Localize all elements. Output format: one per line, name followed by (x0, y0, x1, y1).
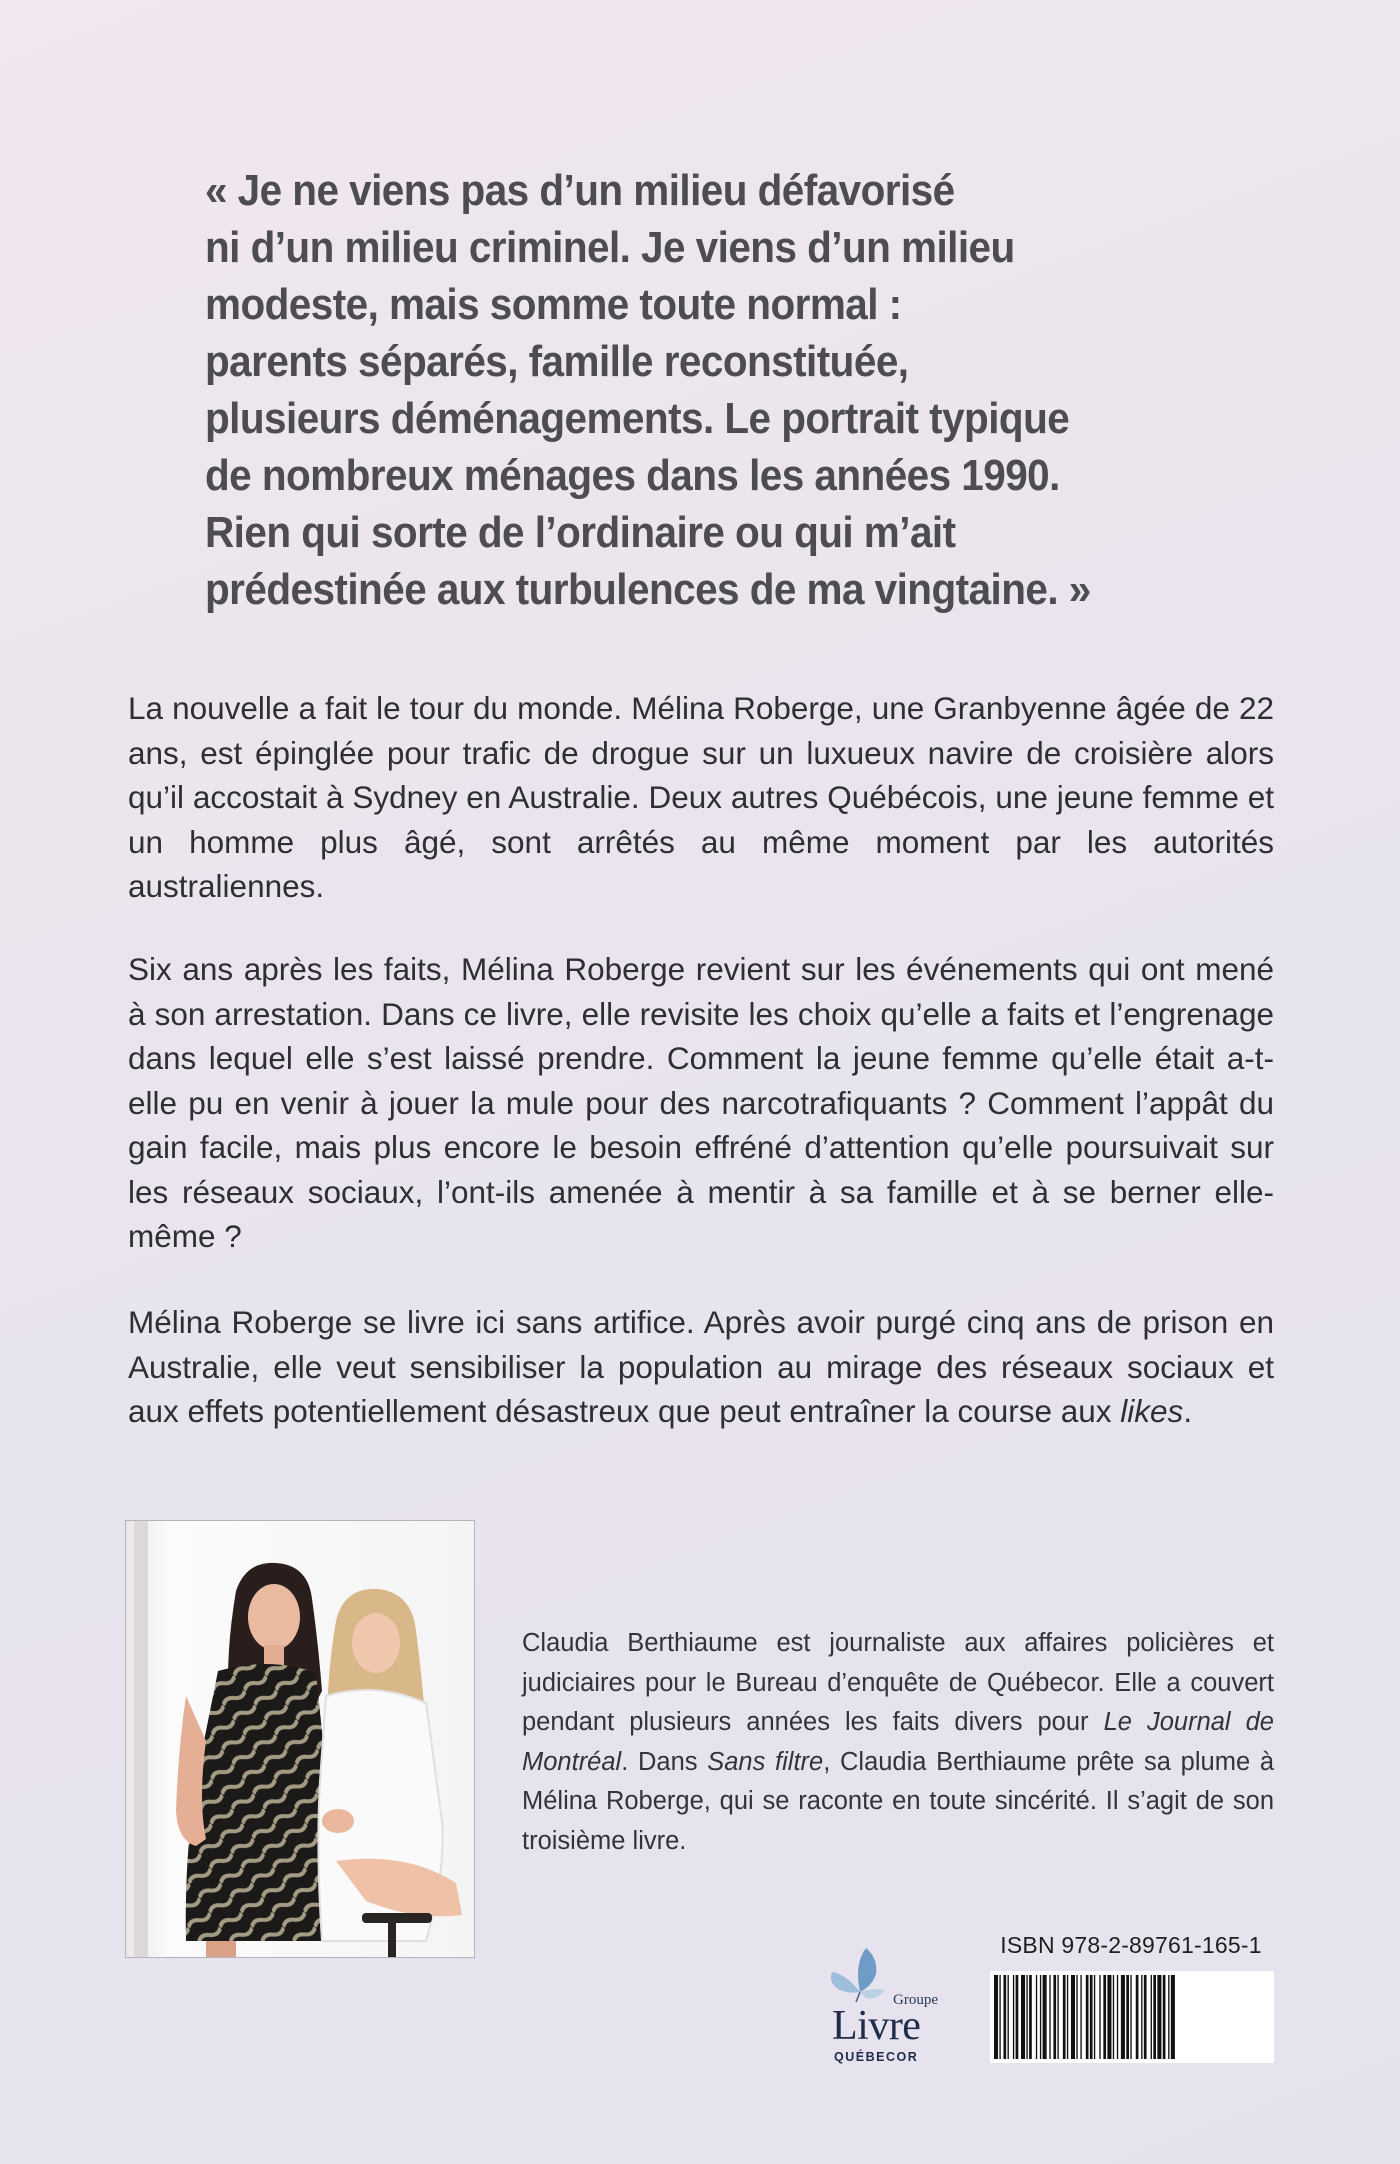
isbn-block (990, 1932, 1274, 2068)
barcode-bar (1117, 1975, 1118, 2059)
quote-line: « Je ne viens pas d’un milieu défavorisé (205, 166, 955, 215)
barcode-bar (1151, 1975, 1152, 2059)
authors-photo-illustration (126, 1521, 474, 1957)
synopsis-paragraph-1: La nouvelle a fait le tour du monde. Mélina Roberge, une Granbyenne âgée de 22 ans, est épinglée pour trafic de drogue sur un luxueux navire de croisière alors qu’il accostait à Sydney en Australie. Deux autres Québécois, une jeune femme et un homme plus âgé, sont arrêtés au même moment par les autorités australiennes. (128, 690, 1274, 904)
logo-groupe-text: Groupe (893, 1992, 938, 2008)
quote-line: ni d’un milieu criminel. Je viens d’un milieu (205, 223, 1015, 272)
barcode-bar (1113, 1975, 1114, 2059)
bio-text: . Dans (621, 1747, 708, 1776)
barcode-bar (1076, 1975, 1077, 2059)
barcode-bar (1063, 1975, 1066, 2059)
bio-italic-journal: Le Journal de Montréal (522, 1708, 1274, 1776)
quote-line: modeste, mais somme toute normal : (205, 280, 902, 329)
isbn-label: ISBN 978-2-89761-165-1 (1000, 1932, 1262, 1958)
barcode-bar (1067, 1975, 1068, 2059)
barcode-bar (1053, 1975, 1056, 2059)
barcode-bar (1080, 1975, 1081, 2059)
barcode-bar (1153, 1975, 1156, 2059)
barcode-bar (1094, 1975, 1095, 2059)
barcode-bar (1168, 1975, 1169, 2059)
barcode-bar (1144, 1975, 1147, 2059)
barcode-bar (1021, 1975, 1025, 2059)
pull-quote (205, 162, 1143, 618)
paragraph-text: Mélina Roberge se livre ici sans artifice. Après avoir purgé cinq ans de prison en Australie, elle veut sensibiliser la population au mirage des réseaux sociaux et aux effets potentiellement désastreux que peut entraîner la course aux (128, 1304, 1274, 1429)
barcode-bar (1008, 1975, 1009, 2059)
quote-line: plusieurs déménagements. Le portrait typique (205, 394, 1070, 443)
butterfly-icon (826, 1944, 896, 2004)
barcode-bar (1049, 1975, 1050, 2059)
barcode-bar (1003, 1975, 1006, 2059)
logo-livre-text: Livre (832, 2003, 921, 2049)
barcode-bar (1103, 1975, 1106, 2059)
barcode-bar (1071, 1975, 1075, 2059)
quote-line: Rien qui sorte de l’ordinaire ou qui m’ait (205, 508, 956, 557)
barcode-bar (1107, 1975, 1111, 2059)
quote-line: de nombreux ménages dans les années 1990. (205, 451, 1060, 500)
quote-line: parents séparés, famille reconstituée, (205, 337, 909, 386)
authors-photo (125, 1520, 475, 1958)
barcode-bar (999, 1975, 1000, 2059)
bio-italic-title: Sans filtre (707, 1747, 824, 1776)
barcode-bar (1121, 1975, 1125, 2059)
barcode-bar (1026, 1975, 1027, 2059)
barcode-bar (1136, 1975, 1139, 2059)
barcode-bar (1126, 1975, 1129, 2059)
barcode-bar (1043, 1975, 1047, 2059)
synopsis-paragraph-3 (128, 1300, 1274, 1434)
synopsis-paragraph-2: Six ans après les faits, Mélina Roberge revient sur les événements qui ont mené à son arrestation. Dans ce livre, elle revisite les choix qu’elle a faits et l’engrenage dans lequel elle s’est laissé prendre. Comment la jeune femme qu’elle était a-t-elle pu en venir à jouer la mule pour des narcotrafiquants ? Comment l’appât du gain facile, mais plus encore le besoin effréné d’attention qu’elle poursuivait sur les réseaux sociaux, l’ont-ils amenée à mentir à sa famille et à se berner elle-même ? (128, 951, 1274, 1254)
logo-quebecor-text: QUÉBECOR (834, 2050, 919, 2064)
barcode-bar (1086, 1975, 1089, 2059)
italic-likes: likes (1120, 1393, 1184, 1429)
barcode-bar (1157, 1975, 1161, 2059)
paragraph-end: . (1183, 1393, 1193, 1429)
barcode (990, 1971, 1274, 2063)
barcode-bar (1130, 1975, 1131, 2059)
barcode-bar (994, 1975, 998, 2059)
barcode-bar (1163, 1975, 1166, 2059)
author-bio (522, 1624, 1274, 1861)
barcode-bar (1141, 1975, 1142, 2059)
barcode-bar (1171, 1975, 1175, 2059)
barcode-bar (1099, 1975, 1100, 2059)
bio-text: , Claudia Berthiaume prête sa plume à Mélina Roberge, qui se raconte en toute sincérité. Il s’agit de son troisième livre. (522, 1747, 1274, 1855)
barcode-bar (1057, 1975, 1058, 2059)
quote-line: prédestinée aux turbulences de ma vingtaine. » (205, 565, 1091, 614)
barcode-bar (1013, 1975, 1014, 2059)
barcode-bar (1029, 1975, 1032, 2059)
barcode-bar (1016, 1975, 1019, 2059)
barcode-bar (1090, 1975, 1093, 2059)
barcode-bar (1036, 1975, 1037, 2059)
publisher-logo (808, 1944, 948, 2079)
barcode-bar (1040, 1975, 1041, 2059)
bio-text: Claudia Berthiaume est journaliste aux affaires policières et judiciaires pour le Bureau d’enquête de Québecor. Elle a couvert pendant plusieurs années les faits divers pour (522, 1629, 1274, 1736)
